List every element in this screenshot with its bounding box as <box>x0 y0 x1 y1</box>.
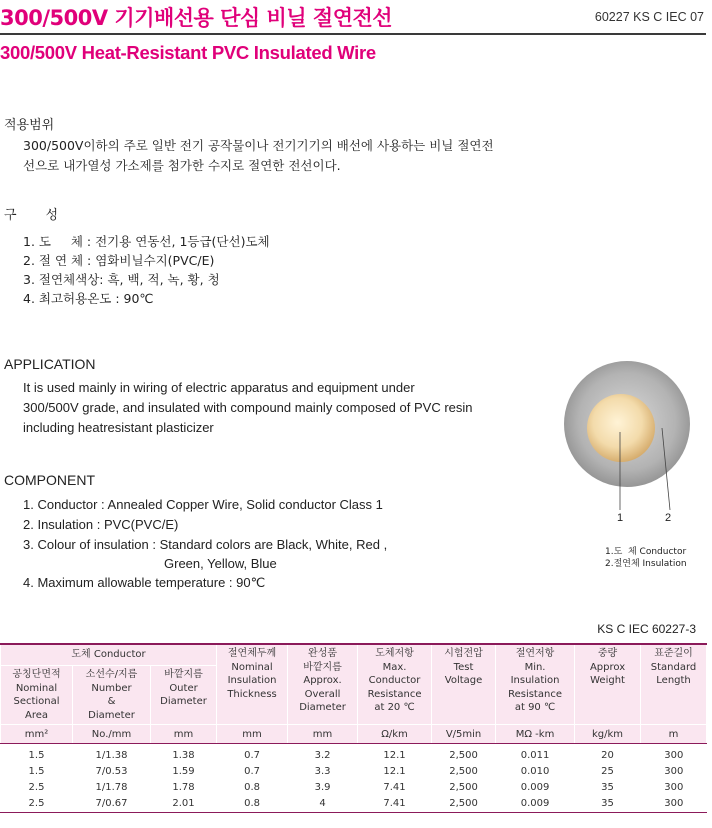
header-overall-diameter: 완성품 바깥지름 Approx. Overall Diameter <box>288 644 358 725</box>
component-item-4: 4. Maximum allowable temperature : 90℃ <box>23 575 266 590</box>
header-nominal-area: 공칭단면적 Nominal Sectional Area <box>1 666 73 725</box>
unit-cell: mm <box>288 725 358 744</box>
composition-item-2: 2. 절 연 체 : 염화비닐수지(PVC/E) <box>23 253 215 268</box>
application-line-2: 300/500V grade, and insulated with compound mainly composed of PVC resin <box>23 400 473 415</box>
table-cell: 7.41 <box>358 796 432 813</box>
header-standard-length: 표준길이 Standard Length <box>641 644 707 725</box>
page-title-korean: 300/500V 기기배선용 단심 비닐 절연전선 <box>0 6 393 30</box>
header-strand-number-diameter: 소선수/지름 Number & Diameter <box>73 666 151 725</box>
table-cell: 3.3 <box>314 766 331 777</box>
page-title-english: 300/500V Heat-Resistant PVC Insulated Wire <box>0 42 376 63</box>
diagram-caption-conductor: 1.도 체 Conductor <box>605 547 687 557</box>
scope-heading: 적용범위 <box>4 118 55 133</box>
table-cell: 1/1.78 <box>95 782 128 793</box>
composition-item-1: 1. 도 체 : 전기용 연동선, 1등급(단선)도체 <box>23 234 270 249</box>
application-heading: APPLICATION <box>4 356 96 372</box>
table-cell: 2,500 <box>449 782 478 793</box>
table-row <box>1 744 707 765</box>
header-insulation-thickness: 절연체두께 Nominal Insulation Thickness <box>217 644 288 725</box>
application-line-3: including heatresistant plasticizer <box>23 420 214 435</box>
table-cell: 35 <box>575 796 641 813</box>
unit-cell: V/5min <box>432 725 496 744</box>
component-item-3-cont: Green, Yellow, Blue <box>164 556 277 571</box>
table-cell: 2.01 <box>151 796 217 813</box>
table-standard-reference: KS C IEC 60227-3 <box>597 622 696 636</box>
unit-cell: kg/km <box>575 725 641 744</box>
scope-line-1: 300/500V이하의 주로 일반 전기 공작물이나 전기기기의 배선에 사용하는 비닐 절연전 <box>23 138 494 153</box>
application-line-1: It is used mainly in wiring of electric apparatus and equipment under <box>23 380 415 395</box>
table-cell: 12.1 <box>383 750 406 761</box>
table-cell: 1.5 <box>28 750 45 761</box>
table-cell: 0.7 <box>244 750 260 761</box>
component-heading: COMPONENT <box>4 472 95 488</box>
unit-cell: No./mm <box>73 725 151 744</box>
table-cell: 2,500 <box>449 766 478 777</box>
table-cell: 25 <box>601 766 614 777</box>
table-cell: 0.7 <box>244 766 260 777</box>
table-cell: 1.59 <box>172 766 195 777</box>
units-row <box>1 725 707 744</box>
component-item-1: 1. Conductor : Annealed Copper Wire, Solid conductor Class 1 <box>23 497 383 512</box>
table-cell: 2,500 <box>432 796 496 813</box>
table-cell: 1.38 <box>172 750 195 761</box>
diagram-label-2: 2 <box>665 512 672 524</box>
standard-code: 60227 KS C IEC 07 <box>594 10 704 24</box>
table-cell: 0.011 <box>520 750 550 761</box>
unit-cell: m <box>641 725 707 744</box>
table-cell: 1.78 <box>172 782 195 793</box>
diagram-caption-insulation: 2.절연체 Insulation <box>605 559 687 569</box>
table-cell: 7/0.53 <box>95 766 128 777</box>
header-test-voltage: 시험전압 Test Voltage <box>432 644 496 725</box>
header-conductor-resistance: 도체저항 Max. Conductor Resistance at 20 ℃ <box>358 644 432 725</box>
table-cell: 300 <box>641 796 707 813</box>
unit-cell: Ω/km <box>358 725 432 744</box>
table-cell: 20 <box>601 750 614 761</box>
table-cell: 300 <box>664 766 684 777</box>
header-insulation-resistance: 절연저항 Min. Insulation Resistance at 90 ℃ <box>496 644 575 725</box>
diagram-label-1: 1 <box>617 512 624 524</box>
header-divider <box>0 33 706 35</box>
table-cell: 12.1 <box>383 766 406 777</box>
table-cell: 7.41 <box>383 782 406 793</box>
table-cell: 0.010 <box>520 766 550 777</box>
table-cell: 3.2 <box>314 750 331 761</box>
table-cell: 0.009 <box>496 796 575 813</box>
unit-cell: MΩ -km <box>496 725 575 744</box>
spec-table <box>0 643 707 813</box>
table-cell: 0.009 <box>520 782 550 793</box>
table-row <box>1 796 707 813</box>
table-cell: 2.5 <box>1 796 73 813</box>
header-weight: 중량 Approx Weight <box>575 644 641 725</box>
table-cell: 2.5 <box>28 782 45 793</box>
unit-cell: mm² <box>1 725 73 744</box>
component-item-2: 2. Insulation : PVC(PVC/E) <box>23 517 179 532</box>
header-conductor-group: 도체 Conductor <box>1 644 217 666</box>
component-item-3: 3. Colour of insulation : Standard colors are Black, White, Red , <box>23 537 388 552</box>
unit-cell: mm <box>217 725 288 744</box>
table-cell: 0.8 <box>217 796 288 813</box>
table-cell: 0.8 <box>244 782 260 793</box>
unit-cell: mm <box>151 725 217 744</box>
composition-item-4: 4. 최고허용온도 : 90℃ <box>23 291 154 306</box>
composition-item-3: 3. 절연체색상: 흑, 백, 적, 녹, 황, 청 <box>23 272 220 287</box>
table-cell: 2,500 <box>449 750 478 761</box>
table-cell: 35 <box>601 782 614 793</box>
conductor-core <box>587 394 655 462</box>
header-outer-diameter: 바깥지름 Outer Diameter <box>151 666 217 725</box>
table-cell: 4 <box>288 796 358 813</box>
table-cell: 3.9 <box>314 782 331 793</box>
table-cell: 300 <box>664 750 684 761</box>
table-row <box>1 780 707 796</box>
wire-cross-section-icon <box>555 360 705 530</box>
table-cell: 1/1.38 <box>95 750 128 761</box>
table-cell: 7/0.67 <box>73 796 151 813</box>
scope-line-2: 선으로 내가열성 가소제를 첨가한 수지로 절연한 전선이다. <box>23 158 341 173</box>
table-row <box>1 764 707 780</box>
composition-heading: 구 성 <box>4 208 59 223</box>
table-cell: 1.5 <box>28 766 45 777</box>
table-cell: 300 <box>664 782 684 793</box>
